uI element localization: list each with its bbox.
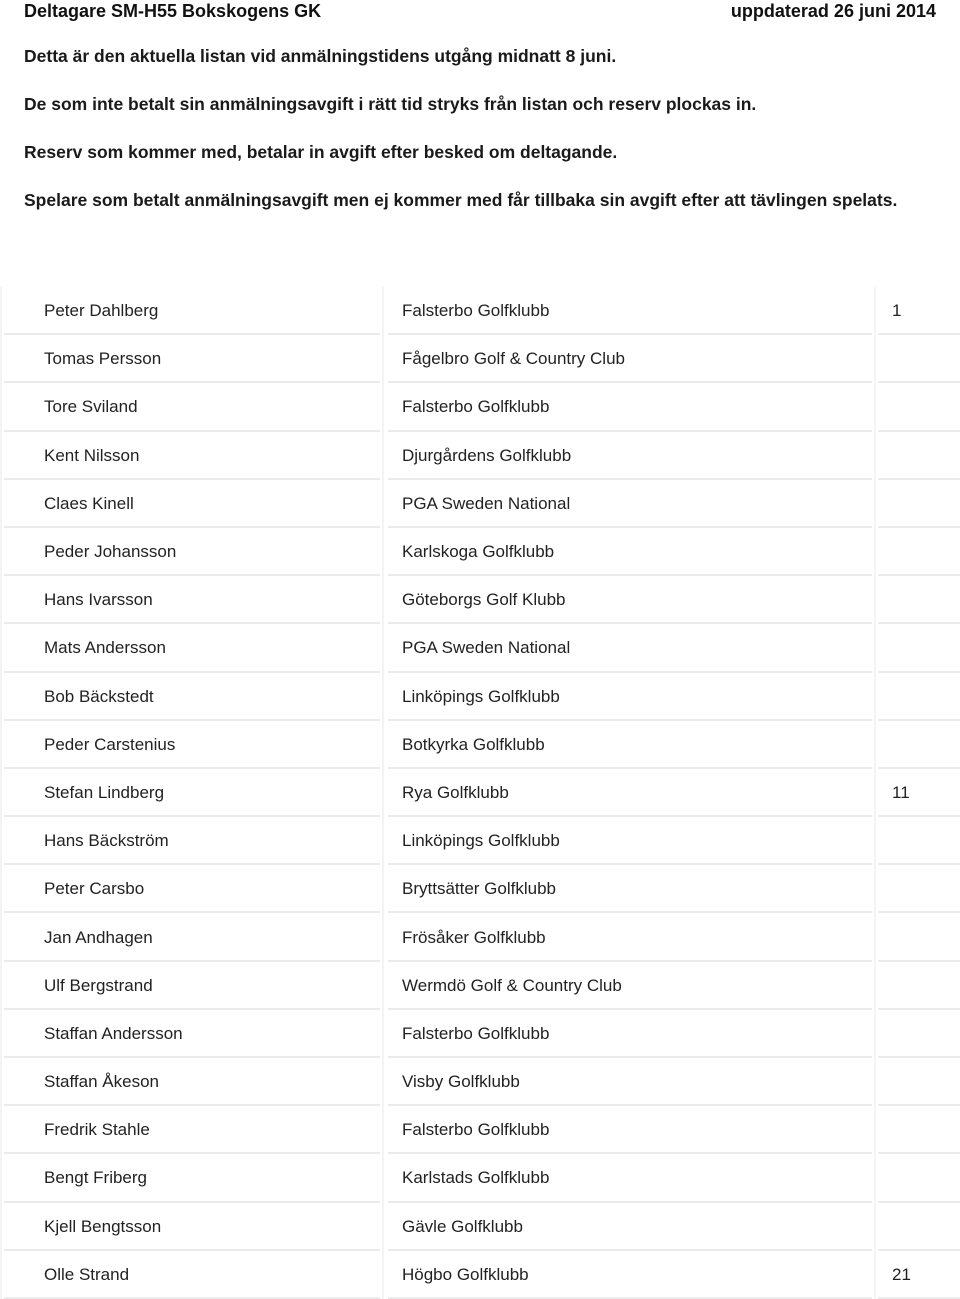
player-number <box>892 528 952 576</box>
column-divider <box>382 817 384 865</box>
column-divider <box>0 913 2 961</box>
player-number <box>892 962 952 1010</box>
note-unpaid: De som inte betalt sin anmälningsavgift i rätt tid stryks från listan och reserv plockas in. <box>24 94 757 114</box>
column-divider <box>0 624 2 672</box>
player-club: Falsterbo Golfklubb <box>402 1023 550 1043</box>
player-number: 1 <box>892 301 902 321</box>
player-name: Peter Dahlberg <box>44 301 159 321</box>
player-number <box>892 1154 952 1202</box>
player-name: Staffan Åkeson <box>44 1072 159 1092</box>
column-divider <box>874 335 876 383</box>
player-club: PGA Sweden National <box>402 493 571 513</box>
column-divider <box>382 962 384 1010</box>
column-divider <box>0 721 2 769</box>
notes-section <box>24 44 936 236</box>
player-list <box>0 287 960 1299</box>
column-divider <box>0 865 2 913</box>
column-divider <box>382 1106 384 1154</box>
column-divider <box>382 335 384 383</box>
player-name: Fredrik Stahle <box>44 1120 150 1140</box>
column-divider <box>382 528 384 576</box>
column-divider <box>0 432 2 480</box>
table-row <box>0 383 960 431</box>
player-club: Rya Golfklubb <box>402 782 509 802</box>
column-divider <box>0 335 2 383</box>
column-divider <box>874 673 876 721</box>
column-divider <box>874 865 876 913</box>
page-title: Deltagare SM-H55 Bokskogens GK <box>24 0 322 21</box>
player-number <box>892 721 952 769</box>
table-row <box>0 1106 960 1154</box>
table-row <box>0 287 960 335</box>
table-row <box>0 1058 960 1106</box>
column-divider <box>874 769 876 817</box>
column-divider <box>382 1058 384 1106</box>
column-divider <box>874 721 876 769</box>
player-club: Falsterbo Golfklubb <box>402 1120 550 1140</box>
column-divider <box>874 1251 876 1299</box>
page-header <box>24 0 936 22</box>
column-divider <box>874 528 876 576</box>
player-club: Karlstads Golfklubb <box>402 1168 550 1188</box>
player-club: Göteborgs Golf Klubb <box>402 590 566 610</box>
player-name: Tomas Persson <box>44 349 162 369</box>
column-divider <box>0 1010 2 1058</box>
column-divider <box>874 1154 876 1202</box>
column-divider <box>0 480 2 528</box>
column-divider <box>382 769 384 817</box>
player-number <box>892 624 952 672</box>
column-divider <box>874 817 876 865</box>
table-row <box>0 817 960 865</box>
player-club: Djurgårdens Golfklubb <box>402 445 572 465</box>
player-number <box>892 913 952 961</box>
column-divider <box>382 480 384 528</box>
player-club: Botkyrka Golfklubb <box>402 734 545 754</box>
player-number <box>892 480 952 528</box>
player-number <box>892 1058 952 1106</box>
column-divider <box>874 1010 876 1058</box>
column-divider <box>874 383 876 431</box>
column-divider <box>874 624 876 672</box>
player-number <box>892 817 952 865</box>
player-club: Bryttsätter Golfklubb <box>402 879 557 899</box>
table-row <box>0 1154 960 1202</box>
note-refund: Spelare som betalt anmälningsavgift men ej kommer med får tillbaka sin avgift efter att tävlingen spelats. <box>24 190 898 210</box>
player-number <box>892 673 952 721</box>
player-number <box>892 383 952 431</box>
column-divider <box>382 383 384 431</box>
player-name: Bob Bäckstedt <box>44 686 154 706</box>
player-number <box>892 865 952 913</box>
player-club: Visby Golfklubb <box>402 1072 520 1092</box>
column-divider <box>0 817 2 865</box>
table-row <box>0 1251 960 1299</box>
player-club: Falsterbo Golfklubb <box>402 301 550 321</box>
column-divider <box>0 962 2 1010</box>
player-name: Kent Nilsson <box>44 445 140 465</box>
player-number <box>892 1010 952 1058</box>
column-divider <box>382 673 384 721</box>
table-row <box>0 769 960 817</box>
column-divider <box>0 576 2 624</box>
column-divider <box>874 287 876 335</box>
player-name: Peter Carsbo <box>44 879 145 899</box>
player-name: Kjell Bengtsson <box>44 1216 162 1236</box>
column-divider <box>382 432 384 480</box>
player-club: Karlskoga Golfklubb <box>402 542 555 562</box>
column-divider <box>382 1154 384 1202</box>
column-divider <box>382 1203 384 1251</box>
player-name: Staffan Andersson <box>44 1023 183 1043</box>
table-row <box>0 962 960 1010</box>
column-divider <box>874 432 876 480</box>
table-row <box>0 721 960 769</box>
player-club: Linköpings Golfklubb <box>402 831 560 851</box>
player-number <box>892 1106 952 1154</box>
column-divider <box>0 528 2 576</box>
note-reserve: Reserv som kommer med, betalar in avgift efter besked om deltagande. <box>24 142 618 162</box>
column-divider <box>874 576 876 624</box>
column-divider <box>0 673 2 721</box>
column-divider <box>382 913 384 961</box>
column-divider <box>382 287 384 335</box>
table-row <box>0 913 960 961</box>
column-divider <box>874 1058 876 1106</box>
column-divider <box>382 865 384 913</box>
player-name: Peder Carstenius <box>44 734 176 754</box>
table-row <box>0 335 960 383</box>
player-name: Claes Kinell <box>44 493 134 513</box>
table-row <box>0 673 960 721</box>
player-name: Hans Ivarsson <box>44 590 153 610</box>
column-divider <box>382 1251 384 1299</box>
player-club: Linköpings Golfklubb <box>402 686 560 706</box>
column-divider <box>382 576 384 624</box>
player-number <box>892 1203 952 1251</box>
column-divider <box>382 721 384 769</box>
table-row <box>0 1010 960 1058</box>
player-number <box>892 576 952 624</box>
player-name: Tore Sviland <box>44 397 138 417</box>
column-divider <box>874 1106 876 1154</box>
table-row <box>0 528 960 576</box>
player-name: Olle Strand <box>44 1264 130 1284</box>
column-divider <box>874 913 876 961</box>
note-deadline: Detta är den aktuella listan vid anmälningstidens utgång midnatt 8 juni. <box>24 46 617 66</box>
column-divider <box>382 1010 384 1058</box>
column-divider <box>0 383 2 431</box>
column-divider <box>0 287 2 335</box>
player-name: Mats Andersson <box>44 638 166 658</box>
player-name: Peder Johansson <box>44 542 177 562</box>
player-club: Fågelbro Golf & Country Club <box>402 349 625 369</box>
player-number: 11 <box>892 782 910 802</box>
player-number <box>892 335 952 383</box>
player-name: Stefan Lindberg <box>44 782 165 802</box>
player-name: Hans Bäckström <box>44 831 169 851</box>
column-divider <box>0 1154 2 1202</box>
player-club: Falsterbo Golfklubb <box>402 397 550 417</box>
table-row <box>0 576 960 624</box>
column-divider <box>874 1203 876 1251</box>
table-row <box>0 432 960 480</box>
column-divider <box>0 1251 2 1299</box>
table-row <box>0 624 960 672</box>
player-name: Jan Andhagen <box>44 927 153 947</box>
column-divider <box>874 480 876 528</box>
player-number: 21 <box>892 1264 911 1284</box>
player-club: Gävle Golfklubb <box>402 1216 523 1236</box>
player-club: Frösåker Golfklubb <box>402 927 546 947</box>
table-row <box>0 480 960 528</box>
column-divider <box>874 962 876 1010</box>
column-divider <box>0 1058 2 1106</box>
player-name: Bengt Friberg <box>44 1168 147 1188</box>
player-club: PGA Sweden National <box>402 638 571 658</box>
table-row <box>0 1203 960 1251</box>
player-number <box>892 432 952 480</box>
player-club: Högbo Golfklubb <box>402 1264 529 1284</box>
player-name: Ulf Bergstrand <box>44 975 153 995</box>
column-divider <box>0 1106 2 1154</box>
updated-date: uppdaterad 26 juni 2014 <box>730 0 936 21</box>
column-divider <box>0 769 2 817</box>
table-row <box>0 865 960 913</box>
column-divider <box>382 624 384 672</box>
player-club: Wermdö Golf & Country Club <box>402 975 622 995</box>
column-divider <box>0 1203 2 1251</box>
